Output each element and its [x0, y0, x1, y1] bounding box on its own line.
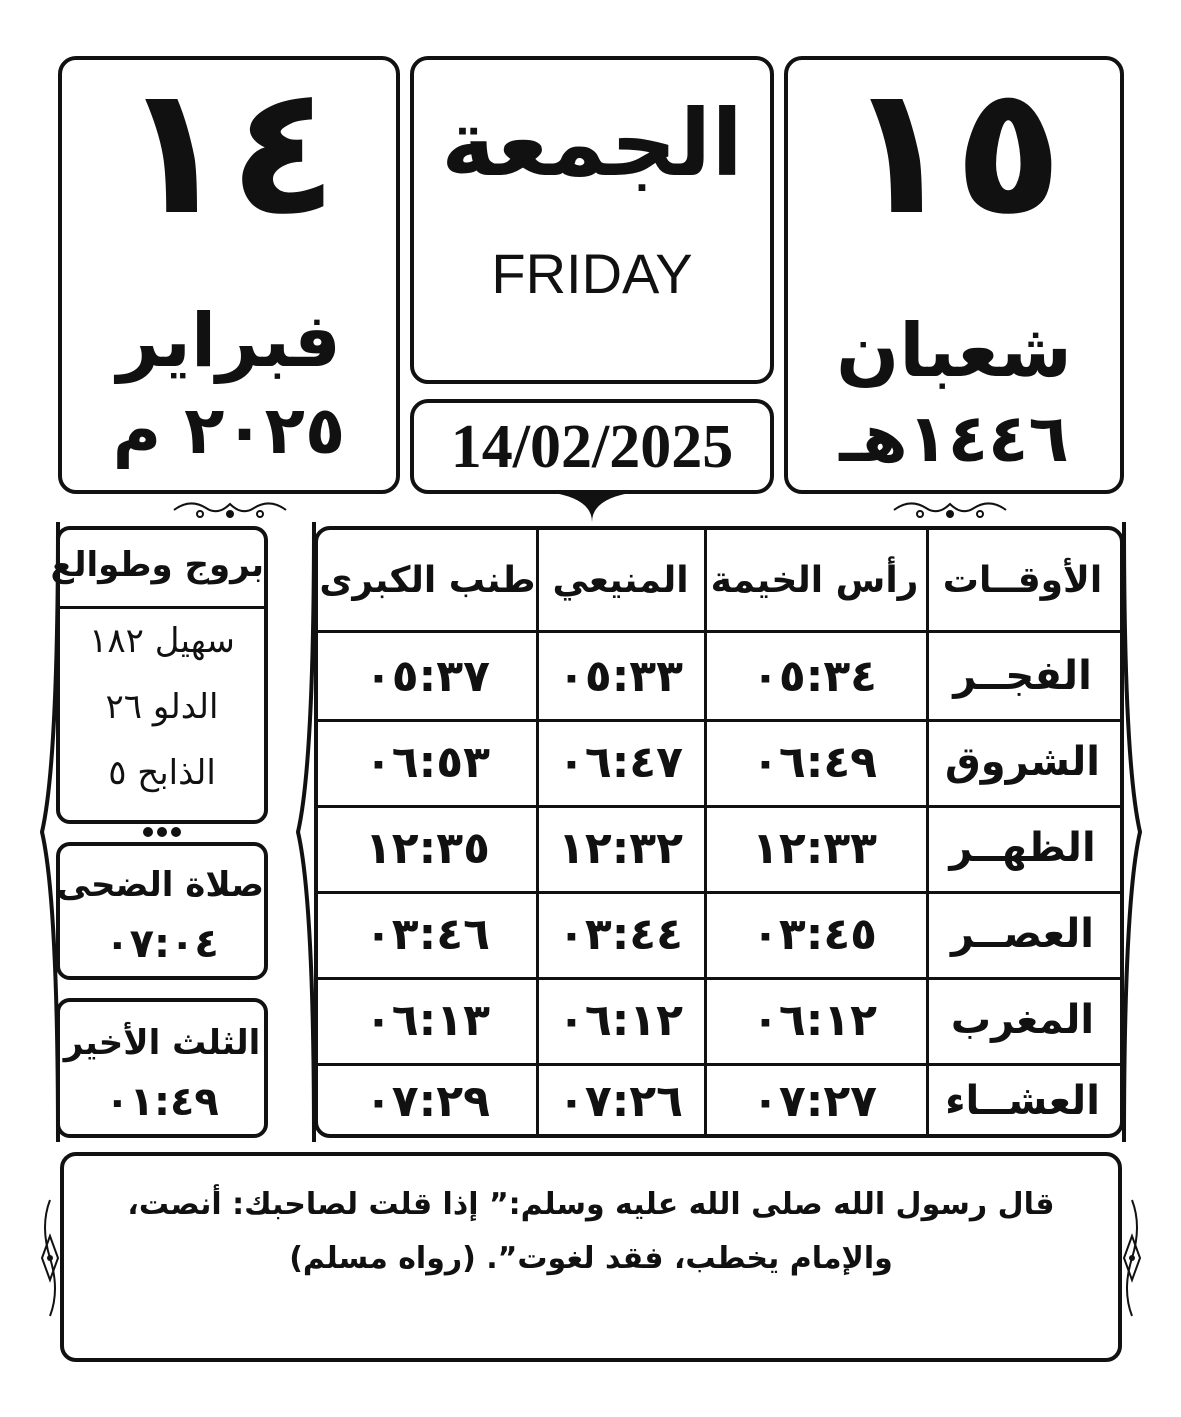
time-munai: ٠٧:٢٦	[557, 1075, 684, 1127]
flourish-ornament-right	[890, 496, 1010, 524]
table-row	[318, 805, 1120, 894]
weekday-english: FRIDAY	[491, 242, 693, 305]
time-tunb: ١٢:٣٥	[364, 822, 490, 874]
prayer-name: المغرب	[950, 997, 1095, 1043]
time-munai: ٠٦:١٢	[557, 994, 684, 1046]
table-header-row	[318, 530, 1120, 633]
time-munai: ٠٦:٤٧	[557, 736, 684, 788]
time-rak: ٠٦:٤٩	[752, 736, 878, 788]
last-third-label: الثلث الأخير	[63, 1023, 261, 1063]
prayer-name: العصــر	[951, 911, 1094, 957]
hadith-box	[60, 1152, 1122, 1362]
time-tunb: ٠٦:١٣	[364, 994, 490, 1046]
duha-box	[56, 842, 268, 980]
prayer-name: الفجــر	[953, 653, 1092, 699]
dots-ornament	[138, 824, 186, 840]
header-tunb: طنب الكبرى	[319, 559, 536, 601]
gregorian-day: ١٤	[120, 47, 338, 254]
hijri-year: ١٤٤٦هـ	[839, 400, 1069, 477]
time-munai: ٠٥:٣٣	[557, 650, 684, 702]
stars-divider	[60, 606, 264, 609]
gregorian-card	[58, 47, 400, 494]
last-third-box	[56, 998, 268, 1138]
stars-line-3: الذابح ٥	[108, 753, 216, 793]
time-munai: ٠٣:٤٤	[557, 908, 684, 960]
time-rak: ٠٧:٢٧	[752, 1075, 878, 1127]
prayer-name: الشروق	[945, 739, 1100, 785]
time-tunb: ٠٦:٥٣	[364, 736, 490, 788]
last-third-time: ٠١:٤٩	[105, 1079, 219, 1125]
gregorian-month: فبراير	[117, 298, 341, 384]
prayer-name: العشــاء	[945, 1078, 1100, 1124]
prayer-times-table	[314, 526, 1124, 1138]
header-times: الأوقــات	[942, 559, 1103, 601]
hadith-text: قال رسول الله صلى الله عليه وسلم:” إذا قلت لصاحبك: أنصت، والإمام يخطب، فقد لغوت”. (رواه مسلم)	[127, 1187, 1055, 1276]
time-tunb: ٠٥:٣٧	[364, 650, 490, 702]
prayer-name: الظهــر	[949, 825, 1096, 871]
gregorian-year: ٢٠٢٥ م	[112, 392, 346, 469]
stars-line-2: الدلو ٢٦	[105, 687, 219, 727]
hijri-month: شعبان	[836, 308, 1072, 394]
header-rak: رأس الخيمة	[710, 559, 919, 601]
date-pointer-ornament	[548, 490, 636, 524]
duha-time: ٠٧:٠٤	[105, 921, 219, 967]
table-bracket-left-ornament	[296, 522, 316, 1142]
table-row	[318, 633, 1120, 722]
weekday-arabic: الجمعة	[441, 90, 743, 197]
stars-box	[50, 526, 268, 824]
time-rak: ٠٦:١٢	[752, 994, 878, 1046]
table-row	[318, 891, 1120, 980]
date-numeric: 14/02/2025	[450, 412, 734, 481]
stars-title: بروج وطوالع	[50, 545, 264, 585]
time-tunb: ٠٣:٤٦	[364, 908, 490, 960]
weekday-card	[410, 56, 774, 384]
stars-line-1: سهيل ١٨٢	[89, 621, 235, 661]
hijri-day: ١٥	[845, 47, 1063, 254]
table-bracket-right-ornament	[1122, 522, 1142, 1142]
table-row	[318, 977, 1120, 1066]
hadith-ornament-right	[1120, 1196, 1144, 1320]
time-rak: ١٢:٣٣	[752, 822, 878, 874]
duha-label: صلاة الضحى	[56, 865, 264, 905]
hijri-card	[784, 47, 1124, 494]
table-row	[318, 1063, 1120, 1138]
flourish-ornament-left	[170, 496, 290, 524]
table-row	[318, 719, 1120, 808]
time-munai: ١٢:٣٢	[557, 822, 684, 874]
time-tunb: ٠٧:٢٩	[364, 1075, 490, 1127]
hadith-ornament-left	[38, 1196, 62, 1320]
time-rak: ٠٥:٣٤	[752, 650, 878, 702]
date-box	[410, 399, 774, 494]
time-rak: ٠٣:٤٥	[752, 908, 878, 960]
header-munai: المنيعي	[552, 559, 689, 601]
